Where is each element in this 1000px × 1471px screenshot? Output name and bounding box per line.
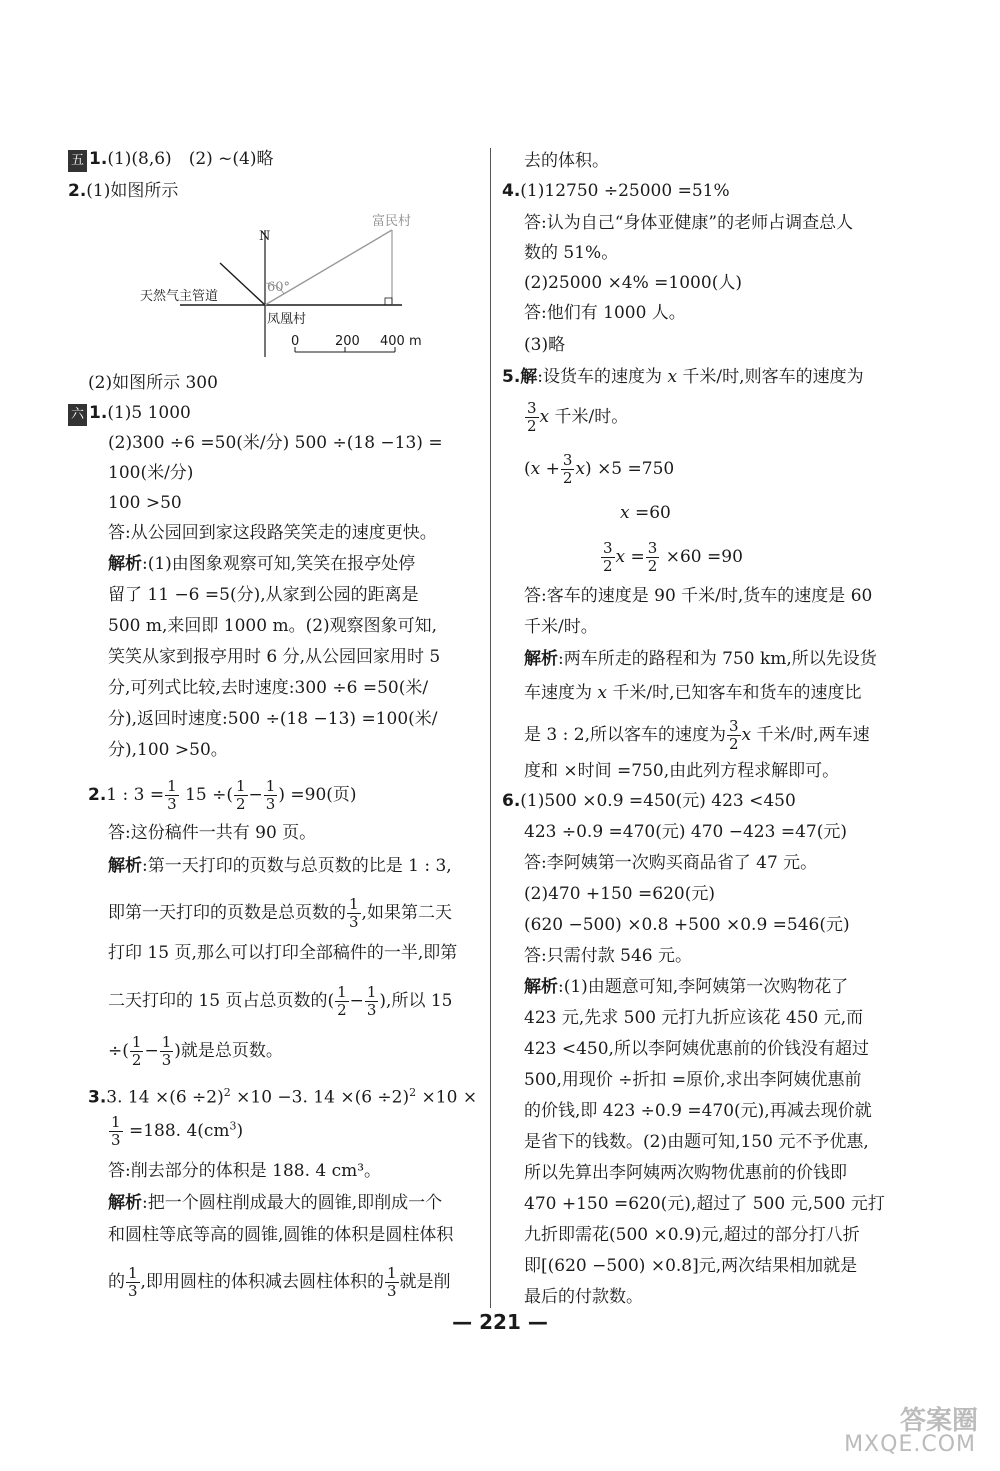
q3-equation-2: $\frac{1}{3}$ =188. $4(cm^3)$ [111, 1113, 244, 1149]
q6-analysis-11: 最后的付款数。 [524, 1287, 643, 1307]
q6-analysis-7: 所以先算出李阿姨两次购物优惠前的价钱即 [524, 1163, 847, 1183]
q3-answer: 答:削去部分的体积是 188. 4 cm³。 [108, 1161, 382, 1181]
q6-analysis-6: 是省下的钱数。(2)由题可知,150 元不予优惠, [524, 1132, 869, 1152]
q6-analysis-7: 分),100 >50。 [108, 740, 228, 760]
q3-continuation: 去的体积。 [524, 151, 609, 171]
q4-answer-2: 数的 51%。 [524, 243, 619, 263]
q6-calc-1: 423 ÷0.9 =470(元) 470 −423 =47(元) [524, 822, 847, 842]
q6-analysis-1: 解析:(1)由题意可知,李阿姨第一次购物花了 [524, 977, 849, 997]
north-label: N [259, 229, 271, 244]
q6-analysis-4: 500,用现价 ÷折扣 =原价,求出李阿姨优惠前 [524, 1070, 862, 1090]
page-number: — 221 — [452, 1310, 548, 1334]
q2-analysis-2: 即第一天打印的页数是总页数的 $\frac{1}{3}$ ,如果第二天 [108, 895, 452, 931]
q6-line-1: (2)300 ÷6 =50(米/分) 500 ÷(18 −13) = [108, 433, 443, 453]
q5-answer-2: 千米/时。 [524, 617, 598, 637]
q3-analysis-2: 和圆柱等底等高的圆锥,圆锥的体积是圆柱体积 [108, 1225, 454, 1245]
q5-answer-1: 答:客车的速度是 90 千米/时,货车的速度是 60 [524, 586, 873, 606]
scale-label-200: 200 [335, 334, 360, 349]
q4-answer-1: 答:认为自己“身体亚健康”的老师占调查总人 [524, 213, 854, 233]
watermark-url: MXQE.COM [844, 1432, 976, 1457]
q5-equation-1: (x + $\frac{3}{2}$ x) ×5 =750 [524, 451, 675, 487]
q2-analysis-5: ÷( $\frac{1}{2}$ − $\frac{1}{3}$ )就是总页数。 [108, 1033, 283, 1069]
q6-analysis-8: 470 +150 =620(元),超过了 500 元,500 元打 [524, 1194, 885, 1214]
q5-1-line: 五 1.(1)(8,6) (2) ~(4)略 [68, 148, 274, 172]
pipeline-label: 天然气主管道 [140, 289, 219, 304]
q5-analysis-2: 车速度为 x 千米/时,已知客车和货车的速度比 [524, 683, 862, 703]
q2-analysis-4: 二天打印的 15 页占总页数的( $\frac{1}{2}$ − $\frac{1}{3}$ ),所以 15 [108, 983, 453, 1019]
q5-2-line: 2.(1)如图所示 [68, 181, 179, 201]
right-angle-mark [385, 298, 392, 305]
q6-line: 6.(1)500 ×0.9 =450(元) 423 <450 [502, 791, 796, 811]
q6-1-line: 六 1.(1)5 1000 [68, 402, 191, 426]
q6-line-2: 100(米/分) [108, 463, 194, 483]
q6-calc-2: (2)470 +150 =620(元) [524, 884, 715, 904]
pipeline-branch [220, 263, 265, 305]
q4-part-2: (2)25000 ×4% =1000(人) [524, 273, 742, 293]
section-badge-5: 五 [68, 150, 87, 172]
q2-analysis-1: 解析:第一天打印的页数与总页数的比是 1 : 3, [108, 856, 452, 876]
fraction: $\frac{1}{3}$ [265, 777, 276, 813]
q6-line-4: 答:从公园回到家这段路笑笑走的速度更快。 [108, 523, 437, 543]
fenghuang-village-label: 凤凰村 [267, 312, 307, 327]
q3-analysis-1: 解析:把一个圆柱削成最大的圆锥,即削成一个 [108, 1193, 443, 1213]
fraction: $\frac{1}{2}$ [236, 777, 246, 813]
section-badge-6: 六 [68, 404, 87, 426]
q5-analysis-1: 解析:两车所走的路程和为 750 km,所以先设货 [524, 649, 877, 669]
q6-analysis-2: 423 元,先求 500 元打九折应该花 450 元,而 [524, 1008, 864, 1028]
q2-answer: 答:这份稿件一共有 90 页。 [108, 823, 317, 843]
q5-2b-line: (2)如图所示 300 [88, 373, 218, 393]
q2-analysis-3: 打印 15 页,那么可以打印全部稿件的一半,即第 [108, 943, 458, 963]
q5-analysis-3: 是 3 : 2,所以客车的速度为 $\frac{3}{2}$ x 千米/时,两车速 [524, 717, 870, 753]
q5-line-2: $\frac{3}{2}$ x 千米/时。 [527, 399, 629, 435]
q6-analysis-2: 留了 11 −6 =5(分),从家到公园的距离是 [108, 585, 419, 605]
q6-analysis-6: 分),返回时速度:500 ÷(18 −13) =100(米/ [108, 709, 438, 729]
q5-analysis-4: 度和 ×时间 =750,由此列方程求解即可。 [524, 761, 840, 781]
q6-analysis-3: 500 m,来回即 1000 m。(2)观察图象可知, [108, 616, 438, 636]
route-diagram [140, 205, 440, 365]
fraction: $\frac{1}{3}$ [167, 777, 177, 813]
q6-analysis-5: 的价钱,即 423 ÷0.9 =470(元),再减去现价就 [524, 1101, 872, 1121]
q3-analysis-3: 的 $\frac{1}{3}$ ,即用圆柱的体积减去圆柱体积的 $\frac{1}{3}$ 就是削 [108, 1264, 451, 1300]
q5-equation-3: $\frac{3}{2}$ x = $\frac{3}{2}$ ×60 =90 [603, 539, 743, 575]
q4-answer-3: 答:他们有 1000 人。 [524, 303, 686, 323]
q6-analysis-9: 九折即需花(500 ×0.9)元,超过的部分打八折 [524, 1225, 860, 1245]
q6-analysis-3: 423 <450,所以李阿姨优惠前的价钱没有超过 [524, 1039, 869, 1059]
q6-analysis-10: 即[(620 −500) ×0.8]元,两次结果相加就是 [524, 1256, 858, 1276]
scale-label-0: 0 [291, 334, 300, 349]
column-divider [490, 148, 491, 1308]
q4-line: 4.(1)12750 ÷25000 =51% [502, 181, 730, 201]
q6-answer-1: 答:李阿姨第一次购买商品省了 47 元。 [524, 853, 818, 873]
q5-line: 5.解:设货车的速度为 x 千米/时,则客车的速度为 [502, 367, 864, 387]
q4-part-3: (3)略 [524, 335, 566, 355]
q6-line-3: 100 >50 [108, 493, 182, 513]
watermark-logo: 答案圈 [899, 1406, 978, 1436]
q6-calc-3: (620 −500) ×0.8 +500 ×0.9 =546(元) [524, 915, 850, 935]
scale-label-400: 400 m [380, 334, 422, 349]
q6-analysis-5: 分,可列式比较,去时速度:300 ÷6 =50(米/ [108, 678, 429, 698]
q6-answer-2: 答:只需付款 546 元。 [524, 946, 692, 966]
q3-equation-1: 3.3. $14 \times(6 \div 2)^2 \times 10 -3$. $14 \times(6 \div 2)^2 \times 10$ × [88, 1086, 478, 1108]
q5-equation-2: x =60 [620, 503, 671, 523]
q6-analysis-4: 笑笑从家到报亭用时 6 分,从公园回家用时 5 [108, 647, 441, 667]
q6-analysis-1: 解析:(1)由图象观察可知,笑笑在报亭处停 [108, 554, 416, 574]
q2-equation: 2.1 : 3 = $\frac{1}{3}$ 15 ÷( $\frac{1}{2}$ − $\frac{1}{3}$ ) =90(页) [88, 777, 357, 813]
angle-label: 60° [267, 280, 291, 295]
fumin-village-label: 富民村 [372, 214, 412, 229]
